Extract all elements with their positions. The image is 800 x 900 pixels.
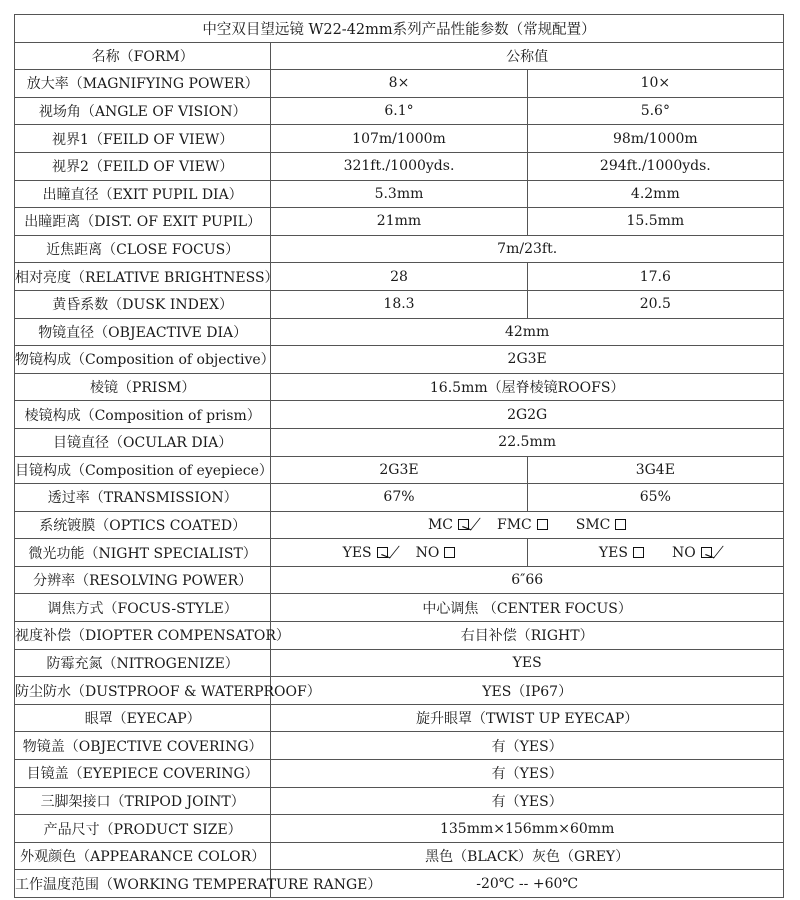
header-label: 名称（FORM） [15,42,271,70]
spec-value-8x: 2G3E [271,456,527,484]
spec-row [15,125,784,153]
checked-box-icon [701,547,712,558]
option [599,545,644,561]
spec-value: YES（IP67） [271,677,784,705]
checkbox-icon [633,547,644,558]
spec-value-8x: 321ft./1000yds. [271,152,527,180]
spec-label: 近焦距离（CLOSE FOCUS） [15,235,271,263]
option [416,545,456,561]
spec-value: 2G3E [271,346,784,374]
spec-value: 有（YES） [271,760,784,788]
spec-value: 右目补偿（RIGHT） [271,622,784,650]
header-value: 公称值 [271,42,784,70]
spec-row [15,760,784,788]
spec-value-10x: 5.6° [527,97,783,125]
spec-label: 防霉充氮（NITROGENIZE） [15,649,271,677]
spec-value: 7m/23ft. [271,235,784,263]
spec-row [15,456,784,484]
spec-label: 外观颜色（APPEARANCE COLOR） [15,842,271,870]
spec-label: 放大率（MAGNIFYING POWER） [15,70,271,98]
spec-value-8x: 21mm [271,208,527,236]
spec-value-8x: 6.1° [271,97,527,125]
option [672,545,712,561]
checked-box-icon [458,519,469,530]
spec-label: 黄昏系数（DUSK INDEX） [15,290,271,318]
option [497,517,548,533]
table-title: 中空双目望远镜 W22-42mm系列产品性能参数（常规配置） [15,15,784,43]
option-label: FMC [496,516,532,533]
spec-row [15,346,784,374]
spec-row [15,622,784,650]
spec-row [15,152,784,180]
spec-value: -20℃ -- +60℃ [271,870,784,898]
spec-value: 6″66 [271,566,784,594]
spec-row [15,566,784,594]
spec-label: 调焦方式（FOCUS-STYLE） [15,594,271,622]
spec-row [15,649,784,677]
spec-label: 目镜构成（Composition of eyepiece） [15,456,271,484]
spec-value: 黑色（BLACK）灰色（GREY） [271,842,784,870]
spec-row [15,787,784,815]
spec-label: 视场角（ANGLE OF VISION） [15,97,271,125]
spec-label: 微光功能（NIGHT SPECIALIST） [15,539,271,567]
spec-label: 工作温度范围（WORKING TEMPERATURE RANGE） [15,870,271,898]
spec-value-10x: 65% [527,484,783,512]
checkbox-icon [615,519,626,530]
spec-row [15,263,784,291]
spec-value: 中心调焦 （CENTER FOCUS） [271,594,784,622]
spec-row [15,70,784,98]
spec-value-8x: 18.3 [271,290,527,318]
option-label: NO [415,544,440,561]
spec-value: YES [271,649,784,677]
spec-label: 三脚架接口（TRIPOD JOINT） [15,787,271,815]
spec-options-10x [527,539,783,567]
checked-box-icon [377,547,388,558]
spec-row [15,870,784,898]
option [343,545,388,561]
spec-value-10x: 4.2mm [527,180,783,208]
spec-row [15,318,784,346]
spec-row [15,594,784,622]
spec-value: 135mm×156mm×60mm [271,815,784,843]
spec-row [15,842,784,870]
spec-value-8x: 5.3mm [271,180,527,208]
spec-row [15,815,784,843]
spec-row [15,401,784,429]
spec-value: 2G2G [271,401,784,429]
option-label: NO [671,544,696,561]
spec-value: 16.5mm（屋脊棱镜ROOFS） [271,373,784,401]
spec-label: 相对亮度（RELATIVE BRIGHTNESS） [15,263,271,291]
spec-row [15,290,784,318]
spec-value: 有（YES） [271,732,784,760]
title-row [15,15,784,43]
spec-row [15,373,784,401]
spec-value-10x: 98m/1000m [527,125,783,153]
spec-row [15,97,784,125]
spec-row [15,484,784,512]
spec-row [15,208,784,236]
spec-label: 棱镜（PRISM） [15,373,271,401]
spec-label: 棱镜构成（Composition of prism） [15,401,271,429]
spec-label: 系统镀膜（OPTICS COATED） [15,511,271,539]
checkbox-icon [537,519,548,530]
spec-row [15,539,784,567]
option-label: MC [427,516,453,533]
spec-table [14,14,784,898]
spec-value: 有（YES） [271,787,784,815]
header-row [15,42,784,70]
spec-label: 视界1（FEILD OF VIEW） [15,125,271,153]
spec-value-8x: 107m/1000m [271,125,527,153]
spec-row [15,677,784,705]
spec-label: 分辨率（RESOLVING POWER） [15,566,271,594]
spec-value-8x: 28 [271,263,527,291]
spec-value: 旋升眼罩（TWIST UP EYECAP） [271,704,784,732]
option [428,517,469,533]
option-label: SMC [575,516,611,533]
spec-row [15,732,784,760]
spec-label: 物镜直径（OBJEACTIVE DIA） [15,318,271,346]
spec-value-10x: 15.5mm [527,208,783,236]
spec-label: 目镜直径（OCULAR DIA） [15,428,271,456]
spec-row [15,428,784,456]
spec-row [15,180,784,208]
spec-row [15,704,784,732]
spec-value-10x: 3G4E [527,456,783,484]
option [576,517,627,533]
spec-value: 42mm [271,318,784,346]
spec-value-10x: 294ft./1000yds. [527,152,783,180]
spec-value-8x: 67% [271,484,527,512]
spec-row [15,235,784,263]
spec-options-8x [271,539,527,567]
spec-value-8x: 8× [271,70,527,98]
spec-label: 出瞳距离（DIST. OF EXIT PUPIL） [15,208,271,236]
spec-label: 物镜构成（Composition of objective） [15,346,271,374]
spec-value-10x: 20.5 [527,290,783,318]
spec-value: 22.5mm [271,428,784,456]
spec-options [271,511,784,539]
spec-value-10x: 10× [527,70,783,98]
option-label: YES [598,544,628,561]
checkbox-icon [444,547,455,558]
spec-label: 透过率（TRANSMISSION） [15,484,271,512]
spec-label: 物镜盖（OBJECTIVE COVERING） [15,732,271,760]
spec-label: 视度补偿（DIOPTER COMPENSATOR） [15,622,271,650]
spec-label: 目镜盖（EYEPIECE COVERING） [15,760,271,788]
spec-label: 眼罩（EYECAP） [15,704,271,732]
spec-label: 产品尺寸（PRODUCT SIZE） [15,815,271,843]
spec-row [15,511,784,539]
spec-label: 出瞳直径（EXIT PUPIL DIA） [15,180,271,208]
spec-label: 防尘防水（DUSTPROOF & WATERPROOF） [15,677,271,705]
spec-value-10x: 17.6 [527,263,783,291]
option-label: YES [342,544,372,561]
spec-label: 视界2（FEILD OF VIEW） [15,152,271,180]
